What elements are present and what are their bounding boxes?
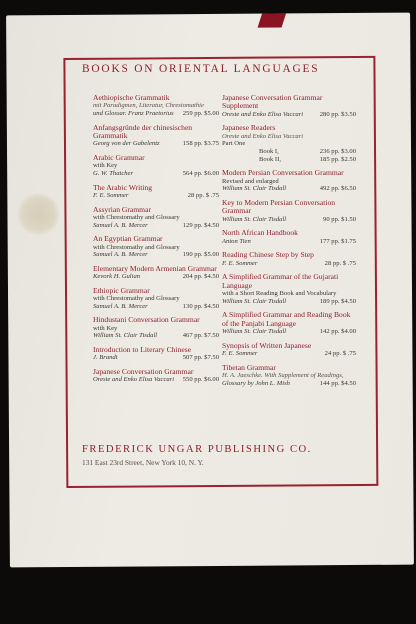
book-title: Assyrian Grammar: [93, 204, 151, 214]
book-author: Oreste and Enko Elisa Vaccari: [93, 376, 175, 384]
book-price: 259 pp. $5.00: [182, 110, 219, 117]
book-entry: [93, 94, 219, 118]
book-price: 142 pp. $4.00: [319, 328, 356, 335]
left-book-column: [93, 94, 219, 390]
book-price: 24 pp. $ .75: [324, 350, 356, 357]
book-entry: [93, 235, 219, 259]
book-entry: [222, 342, 356, 358]
book-price: 507 pp. $7.50: [182, 354, 219, 362]
book-entry: [93, 316, 219, 340]
book-price: 28 pp. $ .75: [324, 259, 356, 267]
book-title: Reading Chinese Step by Step: [222, 250, 314, 260]
book-note: with Key: [93, 324, 118, 332]
book-author: G. W. Thatcher: [93, 170, 134, 177]
page-heading: BOOKS ON ORIENTAL LANGUAGES: [82, 63, 320, 75]
book-title: Anfangsgründe der chinesischen Grammatik: [93, 122, 193, 140]
book-note: mit Paradigmen, Literatur, Chrestomathie: [93, 102, 204, 110]
book-note: H. A. Jaeschke. With Supplement of Readings,: [222, 372, 344, 379]
book-part-label: Part One: [222, 140, 246, 148]
book-title: The Arabic Writing: [93, 182, 153, 192]
book-entry: [222, 229, 356, 245]
book-note: with Chrestomathy and Glossary: [93, 214, 180, 221]
book-title: Key to Modern Persian Conversation Grammar: [222, 197, 336, 216]
book-title: Aethiopische Grammatik: [93, 93, 170, 102]
book-title: Hindustani Conversation Grammar: [93, 315, 200, 325]
book-author: William St. Clair Tisdall: [93, 332, 158, 340]
book-price: 28 pp. $ .75: [187, 192, 219, 199]
book-entry: [222, 251, 356, 267]
book-author: F. E. Sommer: [222, 259, 258, 267]
book-entry: [222, 199, 356, 223]
book-title: Ethiopic Grammar: [93, 285, 150, 295]
book-entry: [222, 311, 356, 335]
book-author: William St. Clair Tisdall: [222, 215, 287, 223]
book-entry: [222, 124, 356, 163]
book-title: A Simplified Grammar of the Gujarati Language: [222, 272, 339, 290]
book-price: 144 pp. $4.50: [319, 379, 356, 387]
book-price: 130 pp. $4.50: [182, 302, 219, 310]
book-title: Japanese Conversation Grammar Supplement: [222, 93, 323, 111]
book-author: Oreste and Enko Elisa Vaccari: [222, 110, 304, 118]
book-author: Kevork H. Gulian: [93, 273, 141, 281]
book-author: F. E. Sommer: [222, 350, 258, 357]
book-entry: [93, 154, 219, 178]
book-title: North African Handbook: [222, 228, 298, 238]
book-note: Revised and enlarged: [222, 177, 279, 185]
book-title: An Egyptian Grammar: [93, 234, 163, 244]
book-entry: [222, 273, 356, 305]
book-entry: [93, 265, 219, 281]
book-price: 467 pp. $7.50: [182, 332, 219, 340]
book-author: William St. Clair Tisdall: [222, 297, 287, 305]
book-note: und Glossar. Franz Praetorius: [93, 110, 174, 117]
book-title: Japanese Readers: [222, 123, 276, 133]
book-price: 280 pp. $3.50: [319, 110, 356, 118]
book-title: Modern Persian Conversation Grammar: [222, 168, 344, 178]
publisher-address: 131 East 23rd Street, New York 10, N. Y.: [82, 458, 204, 467]
book-parts: [222, 148, 356, 163]
book-price: 129 pp. $4.50: [182, 221, 219, 229]
book-author: Georg von der Gabelentz: [93, 140, 160, 148]
book-entry: [93, 346, 219, 362]
paper-stain: [17, 193, 59, 235]
book-author: Samuel A. B. Mercer: [93, 302, 148, 310]
right-book-column: [222, 94, 356, 393]
book-price: 550 pp. $6.00: [182, 376, 219, 384]
book-title: Elementary Modern Armenian Grammar: [93, 263, 217, 273]
book-author: Anton Tien: [222, 237, 251, 245]
book-author: William St. Clair Tisdall: [222, 328, 287, 335]
book-author: William St. Clair Tisdall: [222, 185, 287, 193]
book-entry: [222, 169, 356, 193]
book-author: Oreste and Enko Elisa Vaccari: [222, 132, 304, 140]
book-title: Arabic Grammar: [93, 153, 145, 162]
book-title: Synopsis of Written Japanese: [222, 340, 312, 350]
book-title: Introduction to Literary Chinese: [93, 344, 192, 354]
book-entry: [93, 184, 219, 200]
book-note: with Chrestomathy and Glossary: [93, 295, 180, 303]
book-price: 204 pp. $4.50: [182, 273, 219, 281]
book-note: with Key: [93, 162, 118, 170]
book-title: Japanese Conversation Grammar: [93, 366, 194, 376]
book-author: J. Brandt: [93, 354, 118, 362]
book-entry: [93, 206, 219, 230]
part-label: Book II,: [259, 155, 281, 163]
book-note: with Chrestomathy and Glossary: [93, 243, 180, 251]
book-entry: [93, 287, 219, 311]
book-title: Tibetan Grammar: [222, 362, 276, 372]
publisher-name: FREDERICK UNGAR PUBLISHING CO.: [82, 444, 312, 455]
book-price: 90 pp. $1.50: [323, 215, 356, 223]
book-entry: [222, 94, 356, 118]
part-label: Book I,: [259, 148, 279, 155]
book-price: 190 pp. $5.00: [182, 251, 219, 259]
book-price: 564 pp. $6.00: [182, 170, 219, 177]
book-entry: [222, 364, 356, 388]
book-entry: [93, 124, 219, 148]
book-author: F. E. Sommer: [93, 192, 129, 199]
red-spine-tab: [258, 13, 287, 28]
book-author: Samuel A. B. Mercer: [93, 221, 148, 229]
book-note: with a Short Reading Book and Vocabulary: [222, 290, 337, 297]
book-price: 492 pp. $6.50: [319, 185, 356, 193]
book-price: 177 pp. $1.75: [319, 237, 356, 245]
book-price: 158 pp. $3.75: [182, 140, 219, 148]
book-author: Glossary by John L. Mish: [222, 379, 290, 387]
part-price: 236 pp. $3.00: [319, 148, 356, 155]
book-price: 189 pp. $4.50: [319, 297, 356, 305]
book-entry: [93, 368, 219, 384]
part-price: 185 pp. $2.50: [319, 155, 356, 163]
book-title: A Simplified Grammar and Reading Book of the Panjabi Language: [222, 310, 351, 328]
book-author: Samuel A. B. Mercer: [93, 251, 148, 259]
